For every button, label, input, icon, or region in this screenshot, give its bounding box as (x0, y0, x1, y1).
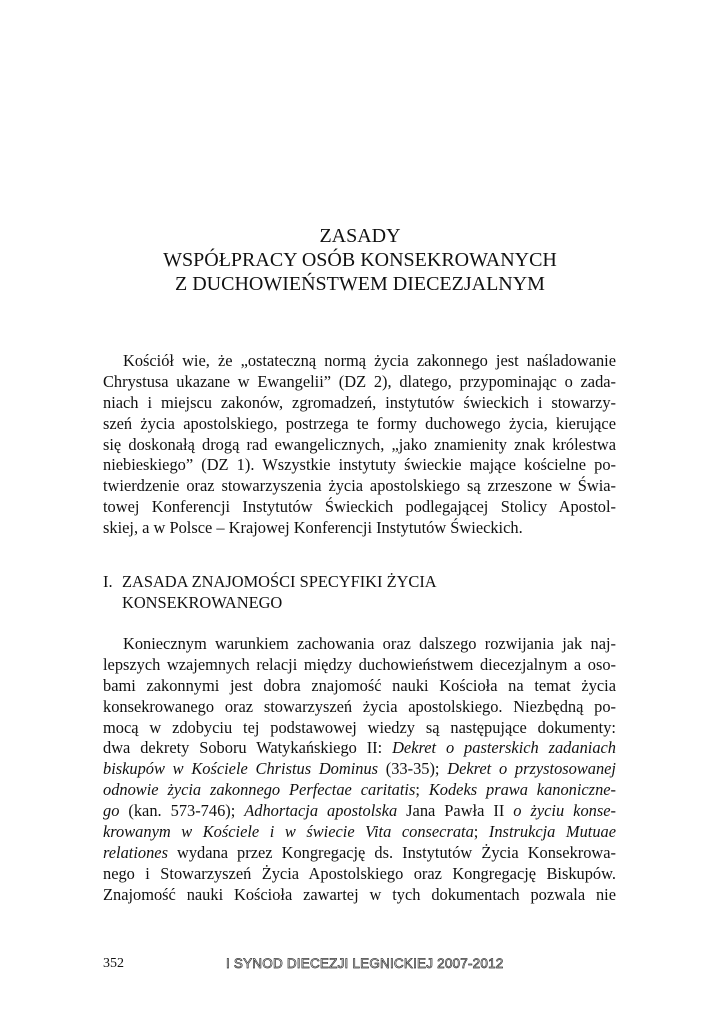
intro-line: towej Konferencji Instytutów Świeckich podlegającej Stolicy Apostol- (103, 497, 616, 517)
section-number: I. (103, 572, 113, 591)
paragraph-line (103, 801, 616, 822)
document-title-italic: Instrukcja Mutuae (488, 822, 617, 842)
paragraph-line (103, 738, 616, 759)
paragraph-line (103, 780, 616, 801)
document-title-italic: biskupów w Kościele Christus Dominus (103, 759, 379, 779)
document-title-italic: Kodeks prawa kanoniczne- (428, 780, 616, 800)
intro-line: niebieskiego” (DZ 1). Wszystkie instytuty świeckie mające kościelne po- (103, 455, 616, 475)
text-run: ; (415, 780, 429, 800)
paragraph-line: konsekrowanego oraz stowarzyszeń życia apostolskiego. Niezbędną po- (103, 696, 616, 716)
intro-paragraph (103, 351, 616, 539)
section-paragraph (103, 634, 616, 906)
intro-line: Kościół wie, że „ostateczną normą życia zakonnego jest naśladowanie (123, 351, 616, 370)
paragraph-line (103, 822, 616, 843)
document-title-italic: o życiu konse- (513, 801, 616, 821)
section-title (122, 571, 437, 613)
document-title-italic: Dekret o pasterskich zadaniach (392, 738, 616, 758)
paragraph-line: lepszych wzajemnych relacji między duchowieństwem diecezjalnym a oso- (103, 654, 616, 674)
running-title: I SYNOD DIECEZJI LEGNICKIEJ 2007-2012 (226, 956, 504, 971)
page-number: 352 (103, 956, 124, 971)
paragraph-line: Znajomość nauki Kościoła zawartej w tych dokumentach pozwala nie (103, 884, 616, 904)
intro-line: twierdzenie oraz stowarzyszenia życia apostolskiego są zrzeszone w Świa- (103, 476, 616, 496)
document-title-italic: go (103, 801, 120, 821)
text-run: ; (473, 822, 489, 842)
paragraph-line (103, 759, 616, 780)
intro-line: szeń życia apostolskiego, postrzega te formy duchowego życia, kierujące (103, 413, 616, 433)
intro-line: niach i miejscu zakonów, zgromadzeń, instytutów świeckich i stowarzy- (103, 392, 616, 412)
section-title-line-2: KONSEKROWANEGO (122, 593, 283, 612)
paragraph-line: nego i Stowarzyszeń Życia Apostolskiego oraz Kongregację Biskupów. (103, 863, 616, 883)
document-title-italic: Dekret o przystosowanej (447, 759, 616, 779)
paragraph-line: bami zakonnymi jest dobra znajomość nauki Kościoła na temat życia (103, 675, 616, 695)
text-run: Jana Pawła II (397, 801, 514, 821)
document-title-italic: relationes (103, 842, 168, 862)
text-run: dwa dekrety Soboru Watykańskiego II: (103, 738, 393, 758)
title-line-3: Z DUCHOWIEŃSTWEM DIECEZJALNYM (175, 273, 545, 295)
document-title-italic: Adhortacja apostolska (244, 801, 398, 821)
document-title-italic: krowanym w Kościele i w świecie Vita consecrata (103, 822, 474, 842)
paragraph-line (103, 843, 616, 864)
title-line-2: WSPÓŁPRACY OSÓB KONSEKROWANYCH (163, 249, 557, 271)
paragraph-line: Koniecznym warunkiem zachowania oraz dalszego rozwijania jak naj- (123, 634, 616, 653)
text-run: (33-35); (378, 759, 448, 779)
text-run: (kan. 573-746); (119, 801, 245, 821)
intro-line: skiej, a w Polsce – Krajowej Konferencji Instytutów Świeckich. (103, 518, 523, 538)
intro-line: się doskonałą drogą rad ewangelicznych, „jako znamienity znak królestwa (103, 434, 616, 454)
section-title-line-1: ZASADA ZNAJOMOŚCI SPECYFIKI ŻYCIA (122, 572, 437, 591)
document-title-italic: odnowie życia zakonnego Perfectae caritatis (103, 780, 416, 800)
page-footer (103, 956, 616, 976)
text-run: wydana przez Kongregację ds. Instytutów Życia Konsekrowa- (167, 842, 616, 862)
paragraph-line: mocą w zdobyciu tej podstawowej wiedzy są następujące dokumenty: (103, 717, 616, 737)
intro-line: Chrystusa ukazane w Ewangelii” (DZ 2), dlatego, przypominając o zada- (103, 371, 616, 391)
document-title (100, 224, 620, 296)
title-line-1: ZASADY (319, 225, 401, 247)
